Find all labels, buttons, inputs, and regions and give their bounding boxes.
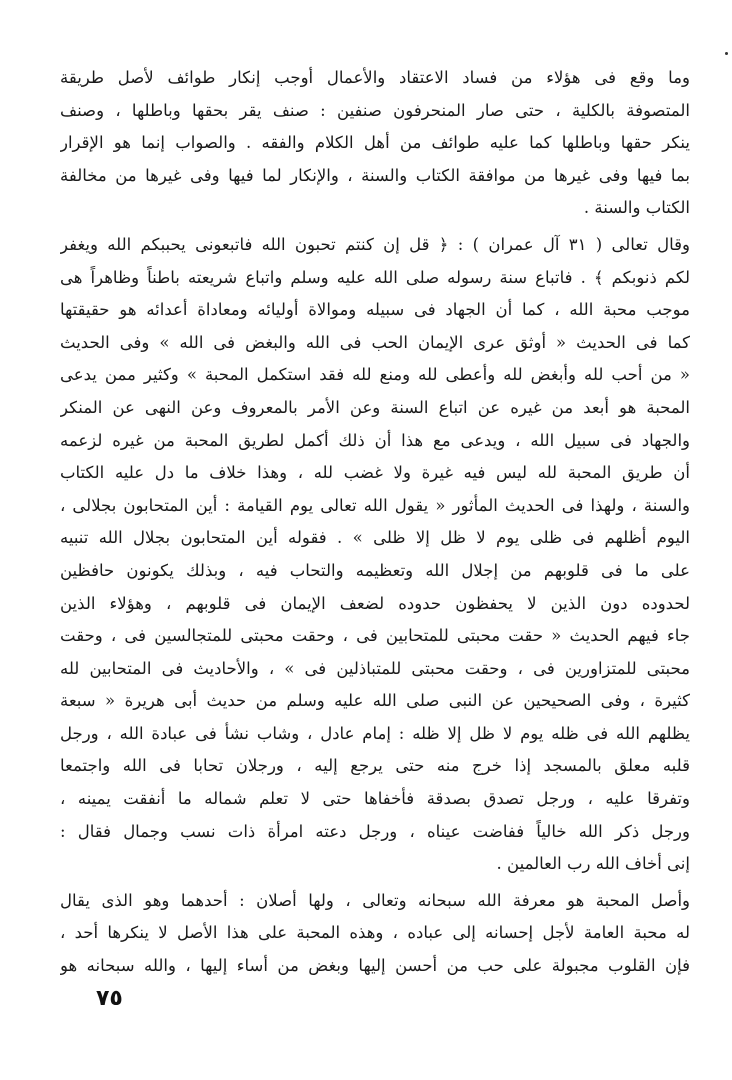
text-line: المتصوفة بالكلية ، حتى صار المنحرفون صنفين : صنف يقر بحقها وباطلها ، وصنف bbox=[60, 100, 690, 120]
paragraph-1 bbox=[60, 62, 690, 225]
text-line: اليوم أظلهم فى ظلى يوم لا ظل إلا ظلى » . فقوله أين المتحابون بجلال الله تنبيه bbox=[60, 528, 690, 548]
text-line: وما وقع فى هؤلاء من فساد الاعتقاد والأعمال أوجب إنكار طوائف لأصل طريقة bbox=[60, 68, 690, 87]
text-line: وقال تعالى ( ٣١ آل عمران ) : ﴿ قل إن كنتم تحبون الله فاتبعونى يحببكم الله ويغفر bbox=[60, 234, 690, 254]
text-line: بما فيها وفى غيرها من موافقة الكتاب والسنة ، والإنكار لما فيها وفى غيرها من مخالفة bbox=[60, 165, 690, 185]
text-line: لكم ذنوبكم ﴾ . فاتباع سنة رسوله صلى الله عليه وسلم واتباع شريعته باطناً وظاهراً هى bbox=[60, 267, 690, 287]
text-line: محبتى للمتزاورين فى ، وحقت محبتى للمتباذلين فى » ، والأحاديث فى المتحابين لله bbox=[60, 658, 690, 678]
text-line: يظلهم الله فى ظله يوم لا ظل إلا ظله : إمام عادل ، وشاب نشأ فى عبادة الله ، ورجل bbox=[60, 723, 690, 743]
text-line: والسنة ، ولهذا فى الحديث المأثور « يقول الله تعالى يوم القيامة : أين المتحابون بجلالى ، bbox=[60, 495, 690, 515]
text-line: كما فى الحديث « أوثق عرى الإيمان الحب فى الله والبغض فى الله » وفى الحديث bbox=[60, 332, 690, 352]
margin-dot bbox=[725, 52, 728, 55]
text-line: فإن القلوب مجبولة على حب من أحسن إليها وبغض من أساء إليها ، والله سبحانه هو bbox=[60, 956, 690, 976]
page-number: ٧٥ bbox=[96, 986, 123, 1011]
paragraph-2 bbox=[60, 229, 690, 881]
text-line: له محبة العامة لأجل إحسانه إلى عباده ، وهذه المحبة على هذا الأصل لا ينكرها أحد ، bbox=[60, 923, 690, 943]
text-line: كثيرة ، وفى الصحيحين عن النبى صلى الله عليه وسلم من حديث أبى هريرة « سبعة bbox=[60, 691, 690, 711]
text-line: « من أحب لله وأبغض لله وأعطى لله ومنع لله فقد استكمل المحبة » وكثير ممن يدعى bbox=[60, 365, 690, 385]
text-line: والجهاد فى سبيل الله ، ويدعى مع هذا أن ذلك أكمل لطريق المحبة من غيره لزعمه bbox=[60, 430, 690, 450]
document-page bbox=[60, 62, 690, 987]
text-line: وأصل المحبة هو معرفة الله سبحانه وتعالى ، ولها أصلان : أحدهما وهو الذى يقال bbox=[60, 890, 690, 910]
text-line: ينكر حقها وباطلها كما عليه طوائف من أهل الكلام والفقه . والصواب إنما هو الإقرار bbox=[60, 133, 690, 153]
text-line: قلبه معلق بالمسجد إذا خرج منه حتى يرجع إليه ، ورجلان تحابا فى الله واجتمعا bbox=[60, 756, 690, 776]
text-line: المحبة هو أبعد من غيره عن اتباع السنة وعن الأمر بالمعروف وعن النهى عن المنكر bbox=[60, 397, 690, 417]
paragraph-3 bbox=[60, 885, 690, 983]
text-line: جاء فيهم الحديث « حقت محبتى للمتحابين فى ، وحقت محبتى للمتجالسين فى ، وحقت bbox=[60, 626, 690, 646]
text-line: على ما فى قلوبهم من إجلال الله وتعظيمه والتحاب فيه ، وبذلك يكونون حافظين bbox=[60, 560, 690, 580]
text-line: وتفرقا عليه ، ورجل تصدق بصدقة فأخفاها حتى لا تعلم شماله ما أنفقت يمينه ، bbox=[60, 789, 690, 809]
text-line: الكتاب والسنة . bbox=[583, 198, 690, 218]
text-line: ورجل ذكر الله خالياً ففاضت عيناه ، ورجل دعته امرأة ذات نسب وجمال فقال : bbox=[60, 821, 690, 841]
text-line: لحدوده دون الذين لا يحفظون حدوده لضعف الإيمان فى قلوبهم ، وهؤلاء الذين bbox=[60, 593, 690, 613]
text-line: أن طريق المحبة لله ليس فيه غيرة ولا غضب لله ، وهذا خلاف ما دل عليه الكتاب bbox=[60, 463, 690, 483]
text-line: إنى أخاف الله رب العالمين . bbox=[496, 854, 690, 874]
text-line: موجب محبة الله ، كما أن الجهاد فى سبيله وموالاة أوليائه ومعاداة أعدائه هو حقيقتها bbox=[60, 300, 690, 320]
